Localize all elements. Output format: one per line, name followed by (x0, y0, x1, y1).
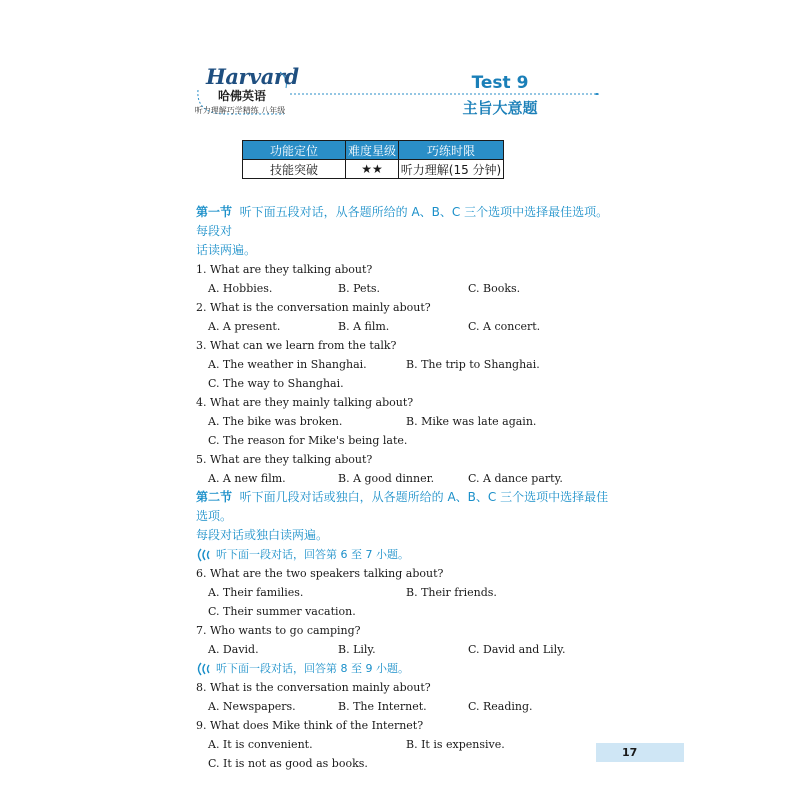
option-b: B. Pets. (338, 282, 381, 295)
option-b: B. Mike was late again. (406, 415, 537, 428)
question-2-options (196, 317, 616, 336)
listening-hint-1-text: 听下面一段对话，回答第 6 至 7 小题。 (216, 548, 409, 561)
section-1-instruction: 听下面五段对话，从各题所给的 A、B、C 三个选项中选择最佳选项。每段对 (196, 205, 609, 238)
question-6-options-ab (196, 583, 616, 602)
question-2: 2. What is the conversation mainly about? (196, 301, 431, 314)
logo-subtitle: 哈佛英语 (218, 89, 267, 103)
question-9: 9. What does Mike think of the Internet? (196, 719, 424, 732)
page-number-bar (596, 743, 684, 762)
question-3: 3. What can we learn from the talk? (196, 339, 397, 352)
logo-series-line: 听力理解巧学精练 八年级 (194, 106, 286, 115)
question-6-options-c (196, 602, 616, 621)
question-9-options-ab (196, 735, 616, 754)
logo-title: Harvard (206, 64, 299, 89)
option-c: C. David and Lily. (468, 643, 566, 656)
option-c: C. The way to Shanghai. (208, 377, 344, 390)
question-4: 4. What are they mainly talking about? (196, 396, 414, 409)
option-a: A. The bike was broken. (208, 415, 343, 428)
info-table (242, 140, 504, 179)
option-b: B. The trip to Shanghai. (406, 358, 540, 371)
question-6: 6. What are the two speakers talking about? (196, 567, 444, 580)
option-b: B. Lily. (338, 643, 376, 656)
option-a: A. A present. (208, 320, 281, 333)
cell-function: 技能突破 (243, 160, 346, 179)
option-c: C. Their summer vacation. (208, 605, 356, 618)
question-5: 5. What are they talking about? (196, 453, 373, 466)
question-8-options (196, 697, 616, 716)
option-a: A. A new film. (208, 472, 286, 485)
sound-wave-icon (196, 662, 212, 676)
question-1-options (196, 279, 616, 298)
question-7: 7. Who wants to go camping? (196, 624, 361, 637)
header-time-limit: 巧练时限 (399, 141, 504, 160)
option-c: C. A concert. (468, 320, 541, 333)
option-a: A. The weather in Shanghai. (208, 358, 367, 371)
option-c: C. It is not as good as books. (208, 757, 368, 770)
listening-hint-1 (196, 545, 616, 564)
option-a: A. It is convenient. (208, 738, 313, 751)
section-2-instruction-cont: 每段对话或独白读两遍。 (196, 528, 329, 542)
option-b: B. It is expensive. (406, 738, 505, 751)
cell-time-limit: 听力理解(15 分钟) (399, 160, 504, 179)
cell-difficulty-stars: ★★ (346, 160, 399, 179)
header-difficulty: 难度星级 (346, 141, 399, 160)
question-4-options-ab (196, 412, 616, 431)
question-1: 1. What are they talking about? (196, 263, 373, 276)
section-1-number: 第一节 (196, 205, 233, 219)
info-table-header-row (243, 141, 504, 160)
page-number: 17 (622, 746, 638, 759)
section-2-heading (196, 488, 616, 526)
option-b: B. A good dinner. (338, 472, 435, 485)
test-title: Test 9 (471, 73, 529, 93)
question-8: 8. What is the conversation mainly about? (196, 681, 431, 694)
option-b: B. A film. (338, 320, 390, 333)
option-a: A. Hobbies. (208, 282, 273, 295)
title-dotted-rule (290, 93, 600, 95)
section-2-instruction: 听下面几段对话或独白，从各题所给的 A、B、C 三个选项中选择最佳选项。 (196, 490, 609, 523)
option-b: B. The Internet. (338, 700, 427, 713)
option-c: C. Books. (468, 282, 521, 295)
question-9-options-c (196, 754, 616, 773)
question-5-options (196, 469, 616, 488)
question-4-options-c (196, 431, 616, 450)
question-7-options (196, 640, 616, 659)
option-c: C. A dance party. (468, 472, 563, 485)
sound-wave-icon (196, 548, 212, 562)
option-a: A. David. (208, 643, 259, 656)
info-table-row (243, 160, 504, 179)
harvard-logo (192, 64, 299, 120)
section-2-number: 第二节 (196, 490, 233, 504)
option-c: C. Reading. (468, 700, 533, 713)
listening-hint-2 (196, 659, 616, 678)
option-c: C. The reason for Mike's being late. (208, 434, 408, 447)
option-a: A. Newspapers. (208, 700, 296, 713)
question-content (196, 203, 616, 773)
option-b: B. Their friends. (406, 586, 497, 599)
listening-hint-2-text: 听下面一段对话，回答第 8 至 9 小题。 (216, 662, 409, 675)
section-1-instruction-cont: 话读两遍。 (196, 243, 257, 257)
option-a: A. Their families. (208, 586, 304, 599)
section-1-heading (196, 203, 616, 241)
question-3-options-c (196, 374, 616, 393)
header-function: 功能定位 (243, 141, 346, 160)
test-subtitle: 主旨大意题 (462, 99, 538, 117)
question-3-options-ab (196, 355, 616, 374)
